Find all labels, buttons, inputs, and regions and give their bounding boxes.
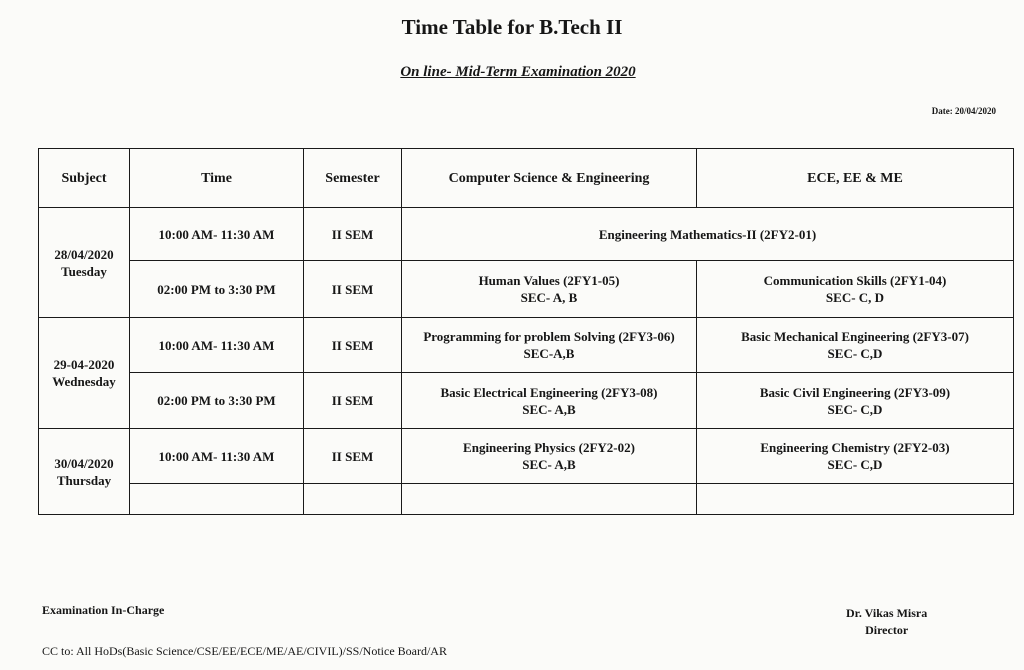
course-name: Basic Mechanical Engineering (2FY3-07) (741, 329, 969, 344)
table-header-row (39, 149, 1014, 208)
exam-day: Thursday (56, 472, 112, 488)
course-section: SEC- A, B (520, 290, 578, 305)
ece-course-cell (697, 429, 1014, 484)
header-cse: Computer Science & Engineering (402, 149, 697, 208)
time-cell: 02:00 PM to 3:30 PM (130, 261, 304, 318)
table-row (39, 318, 1014, 373)
semester-cell: II SEM (304, 373, 402, 429)
exam-day: Tuesday (61, 263, 107, 279)
day-cell (39, 318, 130, 429)
exam-date: 29-04-2020 (53, 357, 115, 372)
day-cell (39, 429, 130, 515)
cse-course-cell (402, 429, 697, 484)
course-name: Human Values (2FY1-05) (478, 273, 620, 288)
empty-cell (402, 484, 697, 515)
cse-course-cell (402, 318, 697, 373)
course-section: SEC- C,D (827, 457, 883, 472)
exam-date: 30/04/2020 (54, 455, 114, 471)
table-row (39, 261, 1014, 318)
page-title: Time Table for B.Tech II (401, 15, 623, 39)
course-section: SEC- C, D (825, 290, 885, 305)
course-section: SEC- C,D (827, 346, 883, 361)
course-name: Communication Skills (2FY1-04) (763, 273, 947, 288)
course-name: Engineering Physics (2FY2-02) (463, 440, 635, 455)
time-cell: 10:00 AM- 11:30 AM (130, 429, 304, 484)
course-section: SEC- C,D (827, 401, 883, 417)
empty-cell (304, 484, 402, 515)
exam-incharge-label: Examination In-Charge (42, 603, 165, 617)
signatory-name: Dr. Vikas Misra (846, 606, 928, 620)
course-section: SEC- A,B (522, 401, 576, 417)
page-subtitle: On line- Mid-Term Examination 2020 (400, 64, 636, 80)
timetable (38, 148, 1014, 515)
semester-cell: II SEM (304, 208, 402, 261)
day-cell (39, 208, 130, 318)
header-subject: Subject (39, 149, 130, 208)
exam-date: 28/04/2020 (54, 246, 114, 262)
course-section: SEC-A,B (523, 346, 575, 361)
empty-cell (130, 484, 304, 515)
semester-cell: II SEM (304, 318, 402, 373)
ece-course-cell (697, 318, 1014, 373)
semester-cell: II SEM (304, 429, 402, 484)
table-row (39, 208, 1014, 261)
course-name: Engineering Chemistry (2FY2-03) (760, 440, 950, 455)
ece-course-cell (697, 261, 1014, 318)
issue-date: Date: 20/04/2020 (931, 106, 996, 116)
table-row (39, 373, 1014, 429)
course-name: Basic Civil Engineering (2FY3-09) (759, 384, 951, 400)
course-section: SEC- A,B (522, 457, 576, 472)
table-row (39, 429, 1014, 484)
time-cell: 10:00 AM- 11:30 AM (130, 208, 304, 261)
cse-course-cell (402, 261, 697, 318)
cc-line: CC to: All HoDs(Basic Science/CSE/EE/ECE/ME/AE/CIVIL)/SS/Notice Board/AR (42, 644, 447, 658)
course-name: Basic Electrical Engineering (2FY3-08) (440, 384, 658, 400)
cse-course-cell (402, 373, 697, 429)
common-course-cell: Engineering Mathematics-II (2FY2-01) (402, 208, 1014, 261)
header-time: Time (130, 149, 304, 208)
time-cell: 10:00 AM- 11:30 AM (130, 318, 304, 373)
time-cell: 02:00 PM to 3:30 PM (130, 373, 304, 429)
header-ece: ECE, EE & ME (697, 149, 1014, 208)
header-semester: Semester (304, 149, 402, 208)
exam-day: Wednesday (52, 374, 116, 389)
ece-course-cell (697, 373, 1014, 429)
semester-cell: II SEM (304, 261, 402, 318)
empty-cell (697, 484, 1014, 515)
table-row-empty (39, 484, 1014, 515)
course-name: Programming for problem Solving (2FY3-06) (423, 329, 675, 344)
signatory-title: Director (865, 623, 909, 637)
signatory-block (846, 605, 927, 639)
